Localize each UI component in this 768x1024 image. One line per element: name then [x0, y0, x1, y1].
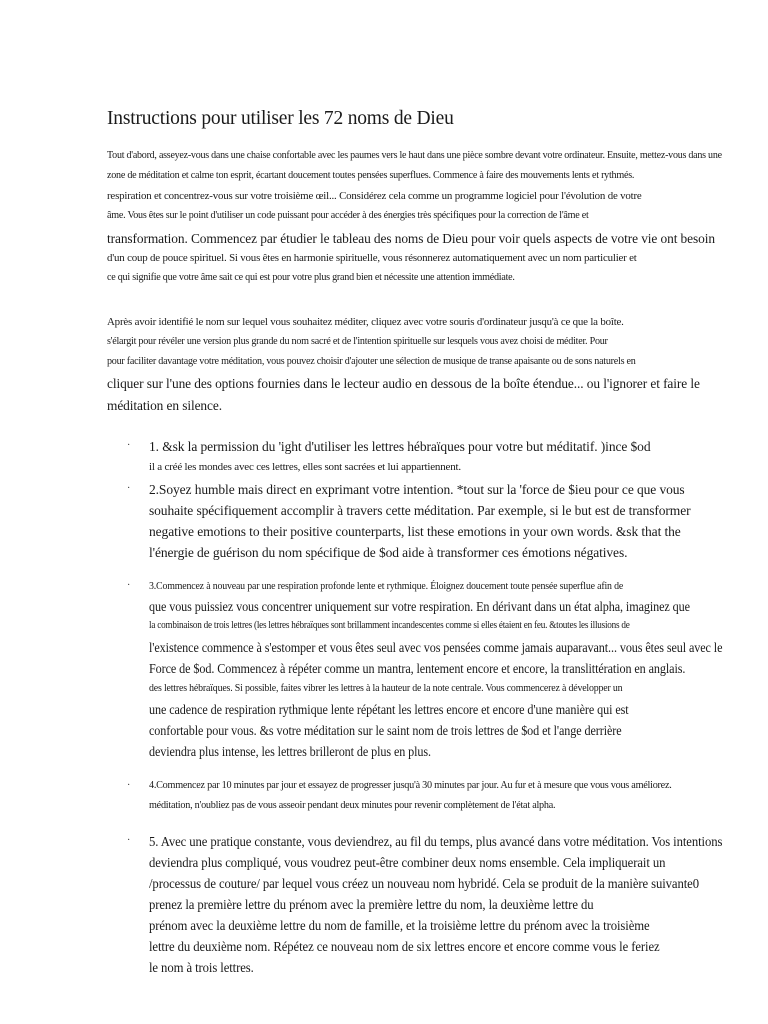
text-line: une cadence de respiration rythmique lente répétant les lettres encore et encore d'une manière qui est	[149, 702, 629, 717]
text-line: Tout d'abord, asseyez-vous dans une chaise confortable avec les paumes vers le haut dans une pièce sombre devant votre ordinateur. Ensuite, mettez-vous dans une	[107, 150, 722, 161]
text-line: Force de $od. Commencez à répéter comme un mantra, lentement encore et encore, la translittération en anglais.	[149, 661, 686, 676]
text-line: deviendra plus intense, les lettres brilleront de plus en plus.	[149, 744, 432, 759]
text-line: que vous puissiez vous concentrer uniquement sur votre respiration. En dérivant dans un état alpha, imaginez que	[149, 599, 690, 614]
bullet-glyph: ·	[127, 780, 131, 791]
list-item-text	[149, 479, 691, 563]
text-line: negative emotions to their positive counterparts, list these emotions in your own words. &sk that the	[149, 524, 681, 539]
text-line: confortable pour vous. &s votre méditation sur le saint nom de trois lettres de $od et l'ange derrière	[149, 723, 622, 738]
bullet-glyph: ·	[127, 580, 131, 591]
list-item-text	[149, 831, 758, 978]
bullet-glyph: ·	[127, 835, 131, 846]
text-line: ce qui signifie que votre âme sait ce qui est pour votre plus grand bien et nécessite une attention immédiate.	[107, 272, 515, 283]
intro-paragraph	[107, 146, 727, 288]
text-line: 3.Commencez à nouveau par une respiration profonde lente et rythmique. Éloignez doucement toute pensée superflue afin de	[149, 580, 624, 592]
text-line: deviendra plus compliqué, vous voudrez peut-être combiner deux noms ensemble. Cela impliquerait un	[149, 855, 666, 870]
text-line: 5. Avec une pratique constante, vous deviendrez, au fil du temps, plus avancé dans votre méditation. Vos intentions	[149, 834, 723, 849]
text-line: la combinaison de trois lettres (les lettres hébraïques sont brillamment incandescentes comme si elles étaient en feu. &toutes les illusions de	[149, 620, 630, 631]
text-line: le nom à trois lettres.	[149, 960, 254, 975]
text-line: il a créé les mondes avec ces lettres, elles sont sacrées et lui appartiennent.	[149, 461, 461, 473]
text-line: méditation en silence.	[107, 398, 222, 413]
text-line: âme. Vous êtes sur le point d'utiliser un code puissant pour accéder à des énergies très spécifiques pour la correction de l'âme et	[107, 210, 589, 221]
text-line: respiration et concentrez-vous sur votre troisième œil... Considérez cela comme un programme logiciel pour l'évolution de votre	[107, 190, 642, 202]
text-line: /processus de couture/ par lequel vous créez un nouveau nom hybridé. Cela se produit de la manière suivante0	[149, 876, 699, 891]
text-line: souhaite spécifiquement accomplir à travers cette méditation. Par exemple, si le but est de transformer	[149, 503, 691, 518]
text-line: l'énergie de guérison du nom spécifique de $od aide à transformer ces émotions négatives.	[149, 545, 628, 560]
text-line: 1. &sk la permission du 'ight d'utiliser les lettres hébraïques pour votre but méditatif. )ince $od	[149, 439, 651, 454]
document-title: Instructions pour utiliser les 72 noms de Dieu	[107, 108, 454, 129]
list-item-text	[149, 776, 672, 816]
text-line: lettre du deuxième nom. Répétez ce nouveau nom de six lettres encore et encore comme vous le feriez	[149, 939, 660, 954]
text-line: zone de méditation et calme ton esprit, écartant doucement toutes pensées superflues. Commence à faire des mouvements lents et rythmés.	[107, 170, 635, 181]
text-line: prenez la première lettre du prénom avec la première lettre du nom, la deuxième lettre du	[149, 897, 594, 912]
text-line: 2.Soyez humble mais direct en exprimant votre intention. *tout sur la 'force de $ieu pour ce que vous	[149, 482, 685, 497]
text-line: Après avoir identifié le nom sur lequel vous souhaitez méditer, cliquez avec votre souris d'ordinateur jusqu'à ce que la boîte.	[107, 316, 624, 328]
text-line: l'existence commence à s'estomper et vous êtes seul avec vos pensées comme jamais auparavant... vous êtes seul avec le	[149, 640, 723, 655]
text-line: transformation. Commencez par étudier le tableau des noms de Dieu pour voir quels aspects de votre vie ont besoin	[107, 231, 715, 246]
text-line: s'élargit pour révéler une version plus grande du nom sacré et de l'intention spirituelle sur lesquels vous avez choisi de méditer. Pour	[107, 336, 608, 347]
bullet-glyph: ·	[127, 440, 131, 451]
text-line: méditation, n'oubliez pas de vous asseoir pendant deux minutes pour revenir complètement de l'état alpha.	[149, 800, 556, 811]
text-line: d'un coup de pouce spirituel. Si vous êtes en harmonie spirituelle, vous résonnerez automatiquement avec un nom particulier et	[107, 252, 637, 264]
text-line: des lettres hébraïques. Si possible, faites vibrer les lettres à la hauteur de la note centrale. Vous commencerez à développer un	[149, 682, 623, 694]
list-item-text	[149, 436, 651, 477]
text-line: 4.Commencez par 10 minutes par jour et essayez de progresser jusqu'à 30 minutes par jour. Au fur et à mesure que vous vous améliorez.	[149, 780, 672, 791]
text-line: pour faciliter davantage votre méditation, vous pouvez choisir d'ajouter une sélection de musique de transe apaisante ou de sons naturels en	[107, 356, 636, 367]
text-line: cliquer sur l'une des options fournies dans le lecteur audio en dessous de la boîte étendue... ou l'ignorer et faire le	[107, 376, 700, 391]
bullet-glyph: ·	[127, 483, 131, 494]
text-line: prénom avec la deuxième lettre du nom de famille, et la troisième lettre du prénom avec la troisième	[149, 918, 650, 933]
list-item-text	[149, 576, 768, 762]
second-paragraph	[107, 312, 727, 415]
